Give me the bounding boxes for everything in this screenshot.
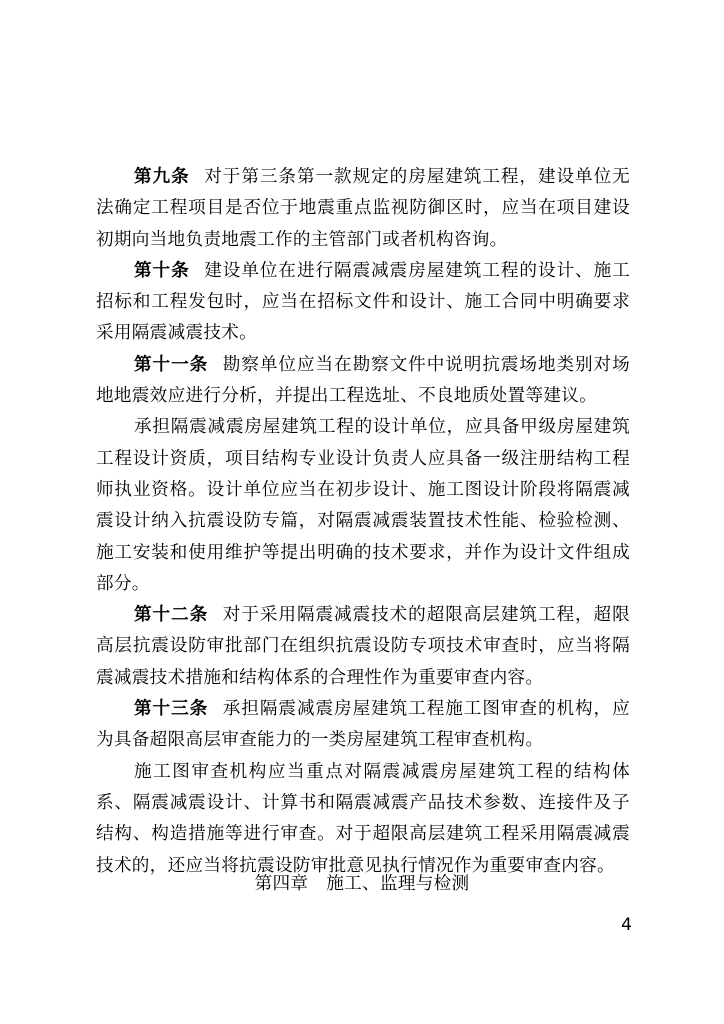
review-agency-paragraph (96, 757, 630, 882)
page-number: 4 (621, 915, 632, 935)
article-12-text: 对于采用隔震减震技术的超限高层建筑工程，超限高层抗震设防审批部门在组织抗震设防专项技术审查时，应当将隔震减震技术措施和结构体系的合理性作为重要审查内容。 (96, 605, 630, 688)
article-11-paragraph (96, 350, 630, 413)
chapter-number: 第四章 (254, 874, 309, 894)
article-10-heading: 第十条 (134, 260, 190, 281)
article-13-text: 承担隔震减震房屋建筑工程施工图审查的机构，应为具备超限高层审查能力的一类房屋建筑工程审查机构。 (96, 699, 630, 751)
chapter-title: 施工、监理与检测 (326, 874, 470, 894)
article-12-paragraph (96, 600, 630, 694)
article-9-text: 对于第三条第一款规定的房屋建筑工程，建设单位无法确定工程项目是否位于地震重点监视防御区时，应当在项目建设初期向当地负责地震工作的主管部门或者机构咨询。 (96, 167, 631, 250)
article-10-text: 建设单位在进行隔震减震房屋建筑工程的设计、施工招标和工程发包时，应当在招标文件和设计、施工合同中明确要求采用隔震减震技术。 (96, 260, 631, 344)
article-11-text: 勘察单位应当在勘察文件中说明抗震场地类别对场地地震效应进行分析，并提出工程选址、不良地质处置等建议。 (96, 354, 630, 407)
article-12-heading: 第十二条 (134, 605, 209, 626)
chapter-heading (0, 870, 724, 898)
article-10-paragraph (96, 256, 630, 350)
design-unit-text: 承担隔震减震房屋建筑工程的设计单位，应具备甲级房屋建筑工程设计资质，项目结构专业设计负责人应具备一级注册结构工程师执业资格。设计单位应当在初步设计、施工图设计阶段将隔震减震设计纳入抗震设防专篇，对隔震减震装置技术性能、检验检测、施工安装和使用维护等提出明确的技术要求，并作为设计文件组成部分。 (96, 417, 630, 594)
article-11-heading: 第十一条 (134, 354, 209, 375)
article-9-paragraph (96, 162, 630, 256)
document-body (96, 162, 630, 882)
article-13-heading: 第十三条 (134, 699, 209, 720)
review-agency-text: 施工图审查机构应当重点对隔震减震房屋建筑工程的结构体系、隔震减震设计、计算书和隔震减震产品技术参数、连接件及子结构、构造措施等进行审查。对于超限高层建筑工程采用隔震减震技术的，还应当将抗震设防审批意见执行情况作为重要审查内容。 (96, 761, 630, 876)
article-9-heading: 第九条 (134, 167, 190, 187)
article-13-paragraph (96, 694, 630, 757)
design-unit-paragraph (96, 412, 630, 600)
